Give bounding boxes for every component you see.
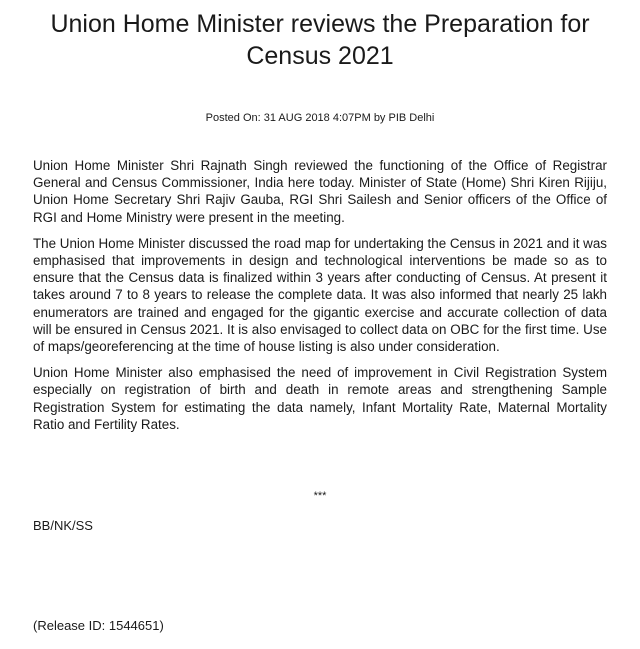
posted-on-line: Posted On: 31 AUG 2018 4:07PM by PIB Delhi xyxy=(205,112,435,124)
article-paragraph: Union Home Minister also emphasised the need of improvement in Civil Registration System especially on registration of birth and death in remote areas and strengthening Sample Registration System for estimating the data namely, Infant Mortality Rate, Maternal Mortality Ratio and Fertility Rates. xyxy=(33,365,607,432)
article-paragraph: Union Home Minister Shri Rajnath Singh reviewed the functioning of the Office of Registrar General and Census Commissioner, India here today. Minister of State (Home) Shri Kiren Rijiju, Union Home Secretary Shri Rajiv Gauba, RGI Shri Sailesh and Senior officers of the Office of RGI and Home Ministry were present in the meeting. xyxy=(33,158,607,225)
page-title: Union Home Minister reviews the Preparation for Census 2021 xyxy=(50,10,590,70)
release-id: (Release ID: 1544651) xyxy=(33,618,164,633)
section-separator: *** xyxy=(313,490,327,502)
article-body xyxy=(33,157,607,442)
signoff-initials: BB/NK/SS xyxy=(33,518,93,533)
article-paragraph: The Union Home Minister discussed the road map for undertaking the Census in 2021 and it was emphasised that improvements in design and technological interventions be made so as to ensure that the Census data is finalized within 3 years after conducting of Census. At present it takes around 7 to 8 years to release the complete data. It was also informed that nearly 25 lakh enumerators are trained and engaged for the gigantic exercise and accurate collection of data will be ensured in Census 2021. It is also envisaged to collect data on OBC for the first time. Use of maps/georeferencing at the time of house listing is also under consideration. xyxy=(33,235,607,355)
